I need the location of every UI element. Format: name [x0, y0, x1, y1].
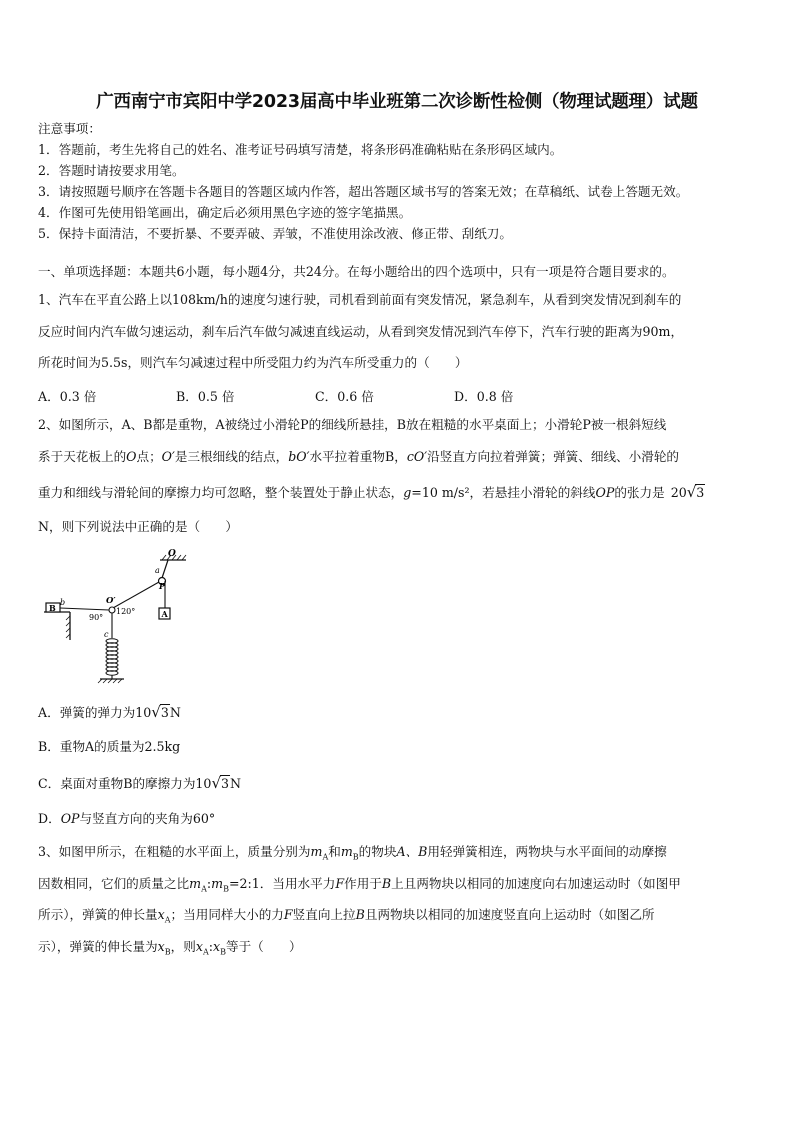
q2-option-a: [38, 704, 181, 721]
q3-text: =2:1．当用水平力: [228, 876, 336, 891]
q2-symbol: OP: [595, 485, 615, 500]
label-o: O: [168, 549, 176, 559]
node-o-prime: [109, 607, 115, 613]
q1-line: 所花时间为5.5s，则汽车匀减速过程中所受阻力约为汽车所受重力的（ ）: [38, 355, 468, 370]
q3-symbol: B: [355, 907, 365, 922]
q1-line: 反应时间内汽车做匀速运动，刹车后汽车做匀减速直线运动，从看到突发情况到汽车停下，汽车行驶的距离为90m，: [38, 324, 684, 339]
q2-symbol: O: [126, 449, 137, 464]
q3-symbol: x: [157, 907, 165, 922]
q3-text: 且两物块以相同的加速度竖直向上运动时（如图乙所: [364, 907, 655, 922]
q3-symbol: F: [283, 907, 293, 922]
q3-symbol: A、B: [396, 844, 428, 859]
label-c: c: [104, 630, 109, 639]
q3-sub: A: [201, 884, 207, 894]
q3-symbol: m: [310, 844, 323, 859]
sqrt-icon: √: [211, 774, 222, 792]
note-item: 4．作图可先使用铅笔画出，确定后必须用黑色字迹的签字笔描黑。: [38, 205, 412, 220]
q3-text: ，则: [170, 939, 196, 954]
q2-text: =10 m/s²，若悬挂小滑轮的斜线: [411, 485, 596, 500]
q3-sub: B: [223, 884, 229, 894]
section-heading: 一、单项选择题：本题共6小题，每小题4分，共24分。在每小题给出的四个选项中，只有一项是符合题目要求的。: [38, 264, 675, 279]
note-item: 3．请按照题号顺序在答题卡各题目的答题区域内作答，超出答题区域书写的答案无效；在草稿纸、试卷上答题无效。: [38, 184, 689, 199]
q2-unit: N: [230, 776, 242, 791]
q2-coef: 10: [135, 705, 152, 720]
q3-text: 因数相同，它们的质量之比: [38, 876, 190, 891]
q3-symbol: x: [195, 939, 203, 954]
q3-sub: A: [322, 852, 329, 862]
q2-text: 重力和细线与滑轮间的摩擦力均可忽略，整个装置处于静止状态，: [38, 485, 404, 500]
q2-option-d: [38, 811, 215, 827]
q1-option-b: B．0.5 倍: [176, 389, 235, 404]
q2-unit: N: [169, 705, 181, 720]
string-bo: [60, 608, 109, 610]
q3-text: 所示），弹簧的伸长量: [38, 907, 158, 922]
label-a: a: [155, 566, 160, 575]
string-po: [113, 582, 159, 608]
q3-text: 和: [328, 844, 341, 859]
q2-symbol: cO′: [406, 449, 428, 464]
q3-sub: A: [202, 947, 209, 957]
q3-symbol: m: [211, 876, 224, 891]
q3-sub: B: [352, 852, 359, 862]
op-line: [162, 560, 168, 578]
q2-symbol: OP: [60, 811, 80, 826]
q1-line: 1、汽车在平直公路上以108km/h的速度匀速行驶，司机看到前面有突发情况，紧急刹车，从看到突发情况到刹车的: [38, 292, 682, 307]
label-angle-120: 120°: [116, 607, 136, 616]
q3-symbol: m: [189, 876, 202, 891]
q3-text: 竖直向上拉: [292, 907, 356, 922]
q2-coef: 10: [195, 776, 212, 791]
q2-option-text: D．: [38, 811, 61, 826]
q2-line: [38, 449, 679, 465]
q2-line: 2、如图所示，A、B都是重物，A被绕过小滑轮P的细线所悬挂，B放在粗糙的水平桌面上；小滑轮P被一根斜短线: [38, 417, 667, 432]
sqrt-icon: √: [151, 703, 161, 721]
q3-symbol: F: [335, 876, 345, 891]
q2-text: 的张力是: [614, 485, 665, 500]
label-b-block: B: [49, 603, 56, 613]
q2-radicand: 3: [160, 705, 169, 720]
label-a-block: A: [161, 609, 168, 619]
q2-option-c: [38, 775, 241, 792]
q1-option-c: C．0.6 倍: [315, 389, 374, 404]
q2-option-text: 与竖直方向的夹角为60°: [79, 811, 216, 826]
q2-symbol: g: [403, 485, 412, 500]
q2-symbol: O′: [161, 449, 175, 464]
note-item: 5．保持卡面清洁，不要折暴、不要弄破、弄皱，不准使用涂改液、修正带、刮纸刀。: [38, 226, 512, 241]
q2-line: N，则下列说法中正确的是（ ）: [38, 519, 238, 534]
spring: [106, 639, 118, 675]
q3-sub: B: [164, 947, 171, 957]
q3-text: 的物块: [358, 844, 397, 859]
q2-radicand: 3: [696, 485, 705, 500]
q2-figure: [40, 548, 200, 688]
q2-option-text: C．桌面对重物B的摩擦力为: [38, 776, 196, 791]
note-item: 1．答题前，考生先将自己的姓名、准考证号码填写清楚，将条形码准确粘贴在条形码区域内。: [38, 142, 563, 157]
q3-symbol: m: [340, 844, 353, 859]
q3-sub: A: [164, 915, 171, 925]
q1-option-d: D．0.8 倍: [454, 389, 514, 404]
q3-line: [38, 844, 667, 866]
q2-text: 系于天花板上的: [38, 449, 127, 464]
q1-option-a: A．0.3 倍: [38, 389, 97, 404]
label-p: P: [159, 581, 166, 591]
q2-option-text: A．弹簧的弹力为: [38, 705, 136, 720]
label-b: b: [60, 598, 66, 607]
q3-text: 作用于: [344, 876, 382, 891]
q2-text: 沿竖直方向拉着弹簧；弹簧、细线、小滑轮的: [427, 449, 679, 464]
q3-line: [38, 907, 655, 929]
q3-symbol: x: [212, 939, 221, 954]
q3-text: ；当用同样大小的力: [170, 907, 284, 922]
q3-line: 因数相同，它们的质量之比$m_A:m_B=2:1$．当用水平力F作用于B上且两物块以相同的加速度向右加速运动时（如图甲: [38, 876, 681, 894]
q3-sub: B: [220, 947, 226, 957]
q3-text: 3、如图甲所示，在粗糙的水平面上，质量分别为: [38, 844, 311, 859]
q2-line: [38, 484, 705, 501]
exam-title: 广西南宁市宾阳中学2023届高中毕业班第二次诊断性检侧（物理试题理）试题: [96, 92, 698, 112]
q2-symbol: bO′: [288, 449, 310, 464]
q3-text: 用轻弹簧相连，两物块与水平面间的动摩擦: [427, 844, 667, 859]
q2-radicand: 3: [221, 776, 230, 791]
q2-text: 水平拉着重物B，: [309, 449, 407, 464]
q2-text: 是三根细线的结点，: [174, 449, 289, 464]
q2-coef: 20: [670, 485, 687, 500]
q3-symbol: x: [157, 939, 165, 954]
q3-line: 示），弹簧的伸长量为$x_B$，则$x_A:x_B$等于（ ）: [38, 939, 302, 957]
note-item: 2．答题时请按要求用笔。: [38, 163, 185, 178]
q3-text: 示），弹簧的伸长量为: [38, 939, 158, 954]
notes-heading: 注意事项：: [38, 121, 101, 136]
q2-option-b: B．重物A的质量为2.5kg: [38, 739, 181, 754]
q3-symbol: B: [381, 876, 392, 891]
q2-text: 点；: [136, 449, 162, 464]
q3-text: 等于（ ）: [225, 939, 302, 954]
sqrt-icon: √: [686, 483, 697, 501]
q3-text: 上且两物块以相同的加速度向右加速运动时（如图甲: [391, 876, 681, 891]
label-angle-90: 90°: [89, 613, 104, 622]
label-o-prime: O′: [106, 596, 116, 606]
